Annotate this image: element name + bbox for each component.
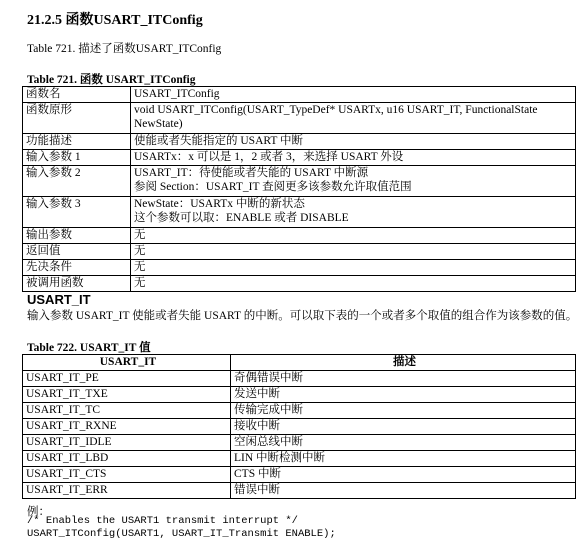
- row-value-line1: void USART_ITConfig(USART_TypeDef* USARTx, u16 USART_IT, FunctionalState: [134, 104, 538, 116]
- row-key: 输入参数 3: [23, 197, 131, 228]
- function-description-table: [22, 86, 576, 292]
- row-value: [131, 260, 576, 276]
- row-value: [131, 197, 576, 228]
- usart-it-value: USART_IT_TC: [23, 403, 231, 419]
- usart-it-value: USART_IT_CTS: [23, 467, 231, 483]
- row-value: [131, 103, 576, 134]
- row-value: [131, 228, 576, 244]
- usart-it-value: USART_IT_LBD: [23, 451, 231, 467]
- table-row: [23, 87, 576, 103]
- row-key: 被调用函数: [23, 276, 131, 292]
- column-header-description: 描述: [231, 355, 576, 371]
- row-value-line2: NewState): [134, 118, 183, 130]
- table-row: [23, 244, 576, 260]
- table-721-caption: Table 721. 函数 USART_ITConfig: [27, 74, 196, 86]
- row-key: 返回值: [23, 244, 131, 260]
- usart-it-desc: 空闲总线中断: [231, 435, 576, 451]
- section-intro: Table 721. 描述了函数USART_ITConfig: [27, 43, 222, 55]
- row-value-line1: NewState：USARTx 中断的新状态: [134, 198, 305, 210]
- code-line-comment: /* Enables the USART1 transmit interrupt */: [27, 515, 298, 527]
- usart-it-value: USART_IT_PE: [23, 371, 231, 387]
- usart-it-desc: 发送中断: [231, 387, 576, 403]
- row-key: 输入参数 2: [23, 166, 131, 197]
- usart-it-value: USART_IT_ERR: [23, 483, 231, 499]
- table-header-row: [23, 355, 576, 371]
- table-row: [23, 228, 576, 244]
- row-value-line1: 无: [134, 261, 146, 273]
- usart-it-values-table: [22, 354, 576, 499]
- row-value-line1: 无: [134, 245, 146, 257]
- usart-it-heading: USART_IT: [27, 292, 91, 307]
- row-value-line1: USART_ITConfig: [134, 88, 220, 100]
- row-value-line2: 这个参数可以取：ENABLE 或者 DISABLE: [134, 212, 349, 224]
- table-row: [23, 260, 576, 276]
- usart-it-value: USART_IT_IDLE: [23, 435, 231, 451]
- column-header-usart-it: USART_IT: [23, 355, 231, 371]
- example-label: 例：: [27, 506, 50, 518]
- table-row: [23, 276, 576, 292]
- row-value-line1: 无: [134, 229, 146, 241]
- usart-it-desc: 奇偶错误中断: [231, 371, 576, 387]
- usart-it-desc: LIN 中断检测中断: [231, 451, 576, 467]
- table-row: [23, 403, 576, 419]
- row-value: [131, 87, 576, 103]
- usart-it-description: 输入参数 USART_IT 使能或者失能 USART 的中断。可以取下表的一个或者多个取值的组合作为该参数的值。: [27, 310, 578, 322]
- table-row: [23, 387, 576, 403]
- table-row: [23, 483, 576, 499]
- usart-it-value: USART_IT_TXE: [23, 387, 231, 403]
- usart-it-desc: CTS 中断: [231, 467, 576, 483]
- table-row: [23, 451, 576, 467]
- table-row: [23, 166, 576, 197]
- code-line-call: USART_ITConfig(USART1, USART_IT_Transmit ENABLE);: [27, 528, 336, 540]
- usart-it-desc: 接收中断: [231, 419, 576, 435]
- table-row: [23, 419, 576, 435]
- table-row: [23, 197, 576, 228]
- table-row: [23, 150, 576, 166]
- row-value: [131, 134, 576, 150]
- row-key: 函数原形: [23, 103, 131, 134]
- row-key: 输入参数 1: [23, 150, 131, 166]
- usart-it-desc: 错误中断: [231, 483, 576, 499]
- row-value: [131, 276, 576, 292]
- row-value-line2: 参阅 Section：USART_IT 查阅更多该参数允许取值范围: [134, 181, 412, 193]
- table-row: [23, 134, 576, 150]
- row-key: 函数名: [23, 87, 131, 103]
- row-value-line1: USARTx：x 可以是 1，2 或者 3，来选择 USART 外设: [134, 151, 404, 163]
- usart-it-desc: 传输完成中断: [231, 403, 576, 419]
- row-key: 功能描述: [23, 134, 131, 150]
- row-key: 输出参数: [23, 228, 131, 244]
- row-value: [131, 166, 576, 197]
- table-row: [23, 371, 576, 387]
- row-value-line1: USART_IT：待使能或者失能的 USART 中断源: [134, 167, 369, 179]
- table-row: [23, 435, 576, 451]
- table-row: [23, 467, 576, 483]
- row-value: [131, 150, 576, 166]
- row-key: 先决条件: [23, 260, 131, 276]
- usart-it-value: USART_IT_RXNE: [23, 419, 231, 435]
- table-722-caption: Table 722. USART_IT 值: [27, 342, 151, 354]
- row-value-line1: 无: [134, 277, 146, 289]
- table-row: [23, 103, 576, 134]
- section-title: 21.2.5 函数USART_ITConfig: [27, 13, 203, 28]
- row-value: [131, 244, 576, 260]
- row-value-line1: 使能或者失能指定的 USART 中断: [134, 135, 304, 147]
